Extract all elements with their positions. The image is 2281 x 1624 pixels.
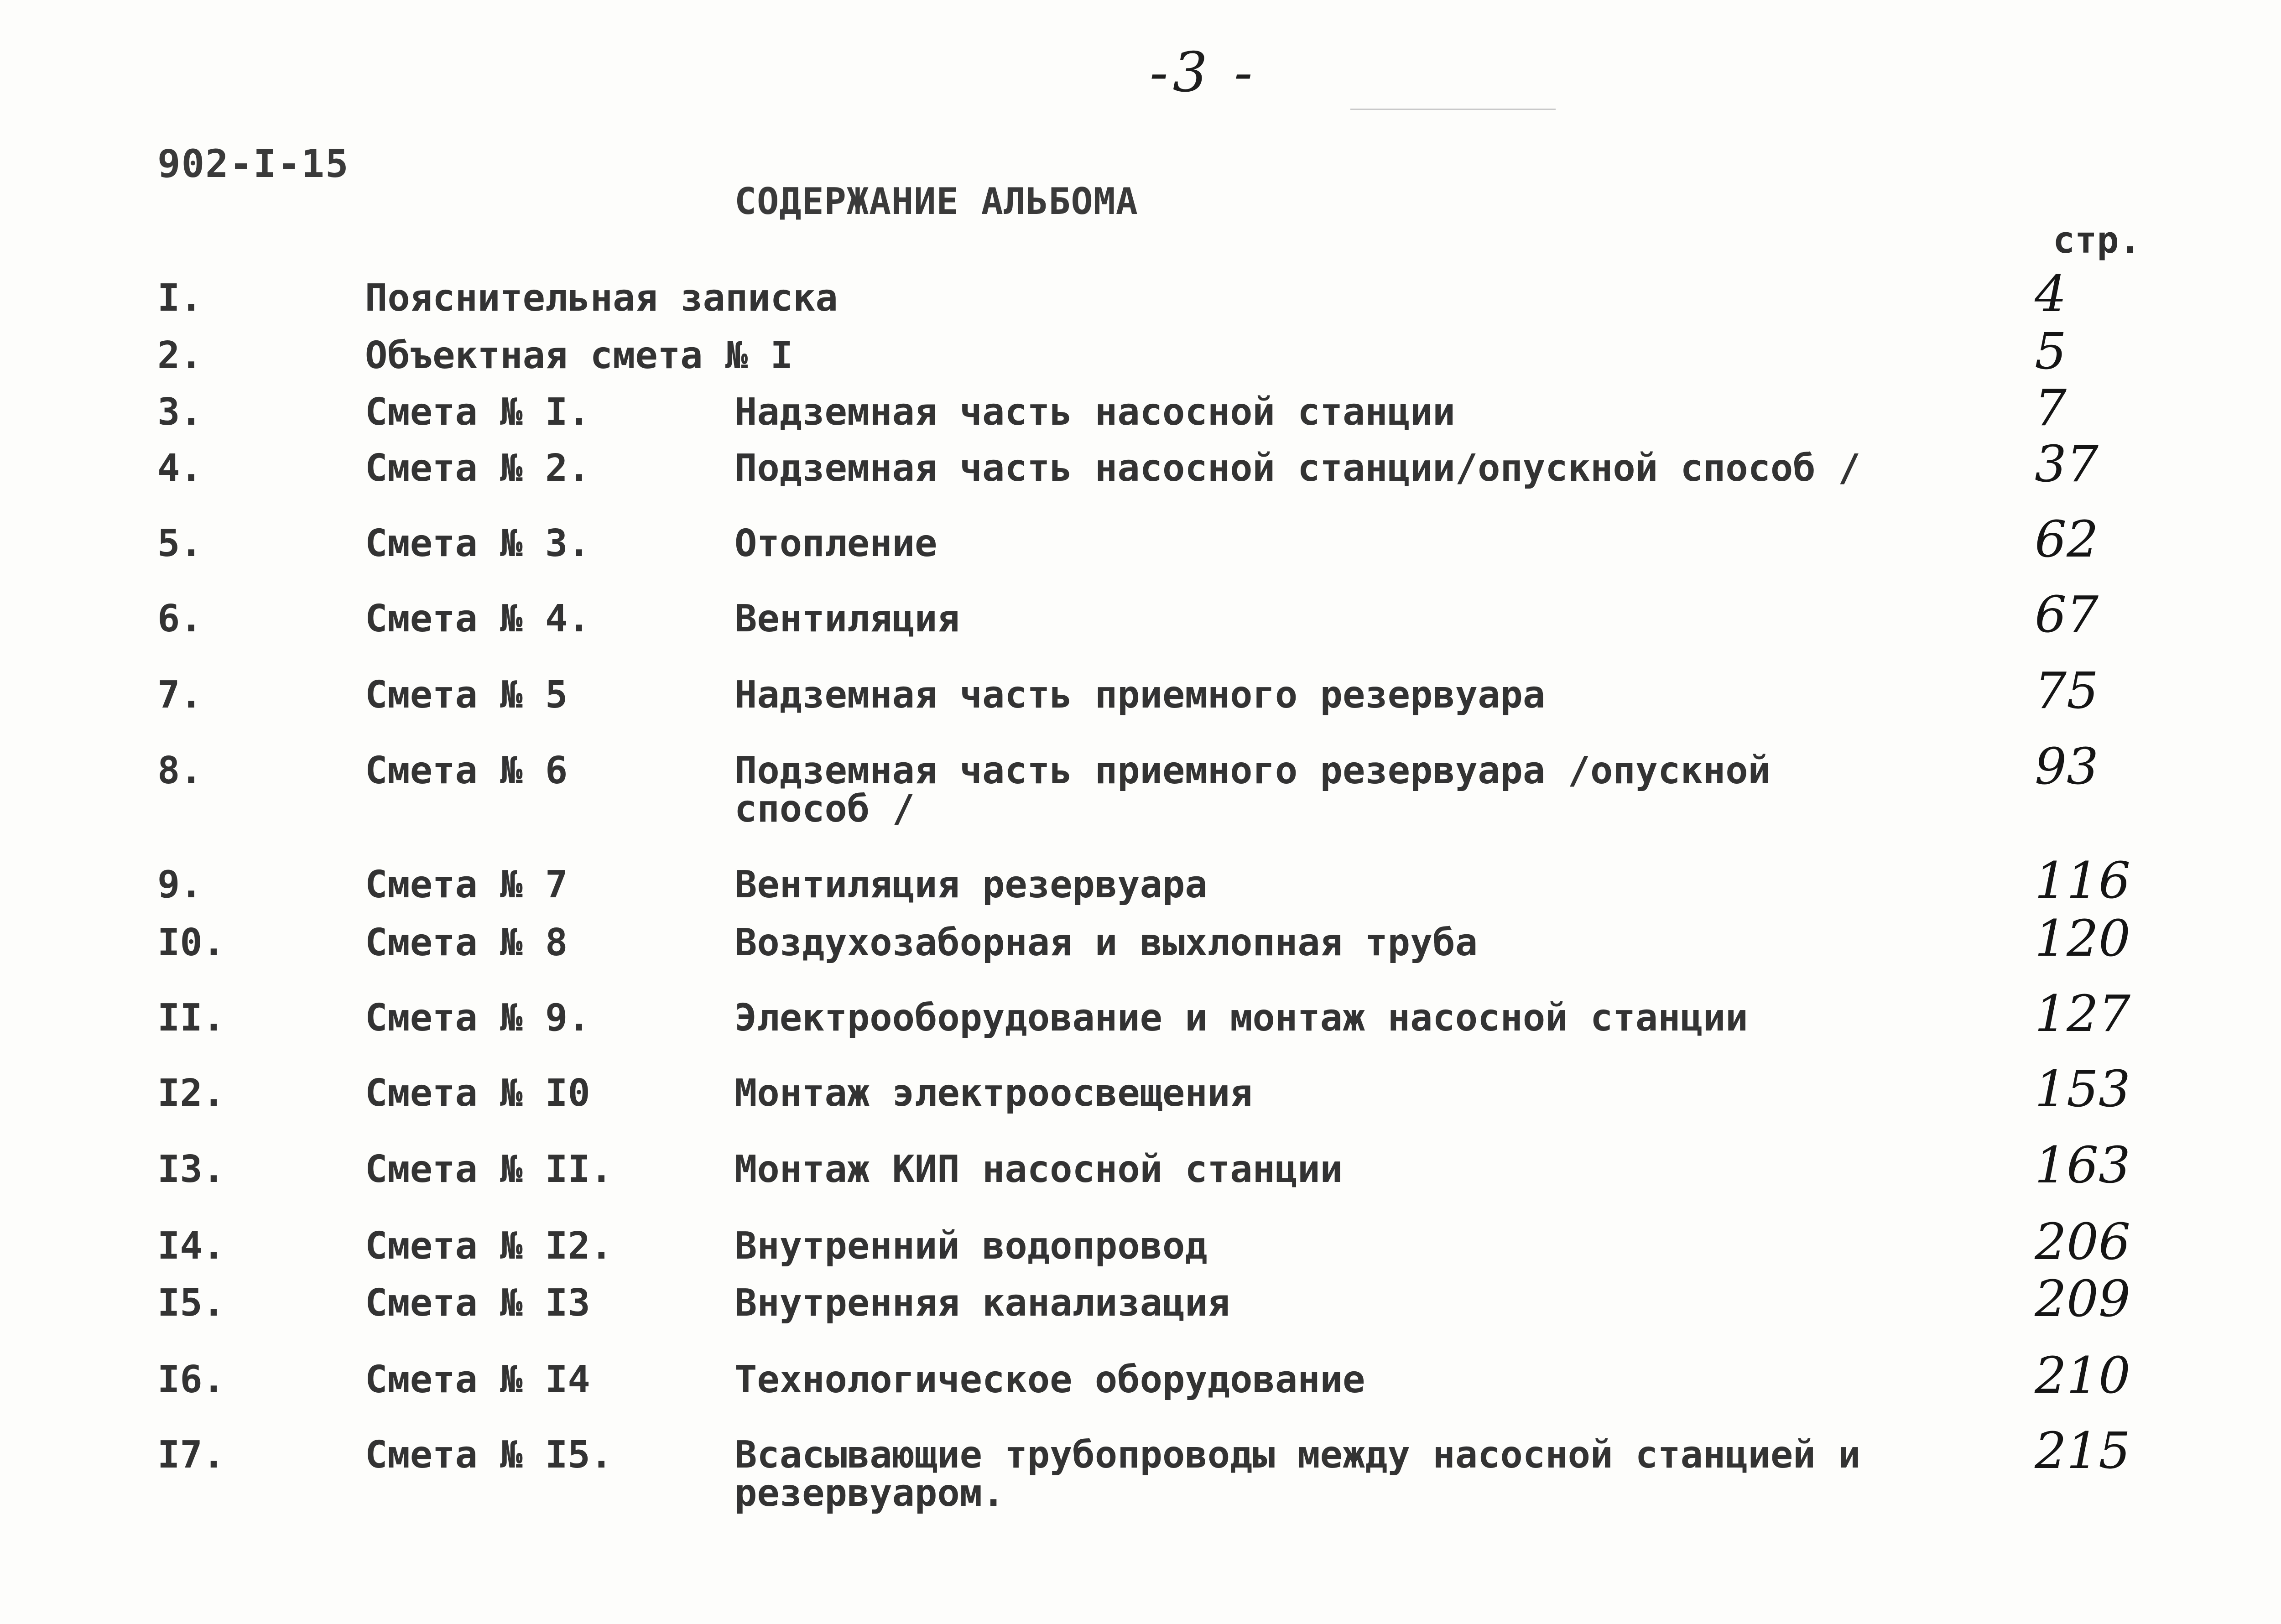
toc-reference: Пояснительная записка xyxy=(365,276,838,320)
scan-mark xyxy=(1350,109,1556,110)
toc-number: 6. xyxy=(157,597,203,640)
toc-reference: Смета № I. xyxy=(365,390,590,434)
toc-number: 5. xyxy=(157,522,203,565)
toc-number: I7. xyxy=(157,1433,225,1477)
page-column-label: стр. xyxy=(2053,219,2141,261)
toc-page: 93 xyxy=(2035,737,2099,796)
toc-number: I5. xyxy=(157,1281,225,1325)
toc-page: 163 xyxy=(2035,1136,2130,1194)
toc-reference: Смета № 8 xyxy=(365,921,568,964)
toc-reference: Объектная смета № I xyxy=(365,334,793,377)
toc-reference: Смета № 4. xyxy=(365,597,590,640)
toc-number: 4. xyxy=(157,447,203,490)
toc-reference: Смета № 6 xyxy=(365,749,568,792)
album-contents-title: СОДЕРЖАНИЕ АЛЬБОМА xyxy=(734,180,1138,223)
toc-description: Монтаж КИП насосной станции xyxy=(734,1148,1343,1191)
toc-number: I4. xyxy=(157,1224,225,1268)
toc-number: 7. xyxy=(157,673,203,717)
document-code: 902-I-15 xyxy=(157,141,349,186)
toc-page: 206 xyxy=(2035,1213,2130,1271)
toc-page: 210 xyxy=(2035,1346,2130,1405)
toc-reference: Смета № II. xyxy=(365,1148,613,1191)
toc-reference: Смета № I0 xyxy=(365,1072,590,1115)
toc-reference: Смета № I2. xyxy=(365,1224,613,1268)
toc-description: Подземная часть насосной станции/опускной способ / xyxy=(734,447,1861,490)
toc-description: Электрооборудование и монтаж насосной станции xyxy=(734,996,1748,1040)
toc-description: Монтаж электроосвещения xyxy=(734,1072,1253,1115)
toc-number: 8. xyxy=(157,749,203,792)
page-number: -3 - xyxy=(1150,41,1257,104)
toc-page: 209 xyxy=(2035,1270,2130,1328)
toc-description: Воздухозаборная и выхлопная труба xyxy=(734,921,1478,964)
toc-description: Подземная часть приемного резервуара /опускной способ / xyxy=(734,749,1771,831)
toc-number: II. xyxy=(157,996,225,1040)
toc-description: Всасывающие трубопроводы между насосной станцией и резервуаром. xyxy=(734,1433,1861,1515)
toc-reference: Смета № 2. xyxy=(365,447,590,490)
toc-reference: Смета № I3 xyxy=(365,1281,590,1325)
toc-reference: Смета № 5 xyxy=(365,673,568,717)
toc-description: Внутренняя канализация xyxy=(734,1281,1230,1325)
toc-number: 9. xyxy=(157,863,203,906)
toc-number: 3. xyxy=(157,390,203,434)
toc-page: 127 xyxy=(2035,984,2130,1043)
toc-description: Технологическое оборудование xyxy=(734,1358,1365,1401)
toc-number: I6. xyxy=(157,1358,225,1401)
toc-reference: Смета № 7 xyxy=(365,863,568,906)
toc-page: 4 xyxy=(2035,265,2067,323)
toc-description: Вентиляция xyxy=(734,597,960,640)
toc-description: Отопление xyxy=(734,522,937,565)
toc-page: 67 xyxy=(2035,585,2099,644)
toc-number: I2. xyxy=(157,1072,225,1115)
toc-number: 2. xyxy=(157,334,203,377)
toc-number: I0. xyxy=(157,921,225,964)
toc-page: 75 xyxy=(2035,661,2099,720)
toc-number: I. xyxy=(157,276,203,320)
toc-page: 37 xyxy=(2035,435,2099,493)
toc-description: Надземная часть приемного резервуара xyxy=(734,673,1546,717)
toc-reference: Смета № I5. xyxy=(365,1433,613,1477)
toc-reference: Смета № I4 xyxy=(365,1358,590,1401)
toc-page: 7 xyxy=(2035,379,2067,437)
toc-page: 120 xyxy=(2035,909,2130,968)
toc-page: 153 xyxy=(2035,1060,2130,1118)
toc-description: Внутренний водопровод xyxy=(734,1224,1208,1268)
toc-description: Вентиляция резервуара xyxy=(734,863,1208,906)
toc-page: 5 xyxy=(2035,322,2067,380)
toc-reference: Смета № 3. xyxy=(365,522,590,565)
toc-number: I3. xyxy=(157,1148,225,1191)
toc-page: 215 xyxy=(2035,1421,2130,1480)
toc-description: Надземная часть насосной станции xyxy=(734,390,1455,434)
toc-page: 116 xyxy=(2035,851,2130,910)
toc-page: 62 xyxy=(2035,510,2099,568)
toc-reference: Смета № 9. xyxy=(365,996,590,1040)
